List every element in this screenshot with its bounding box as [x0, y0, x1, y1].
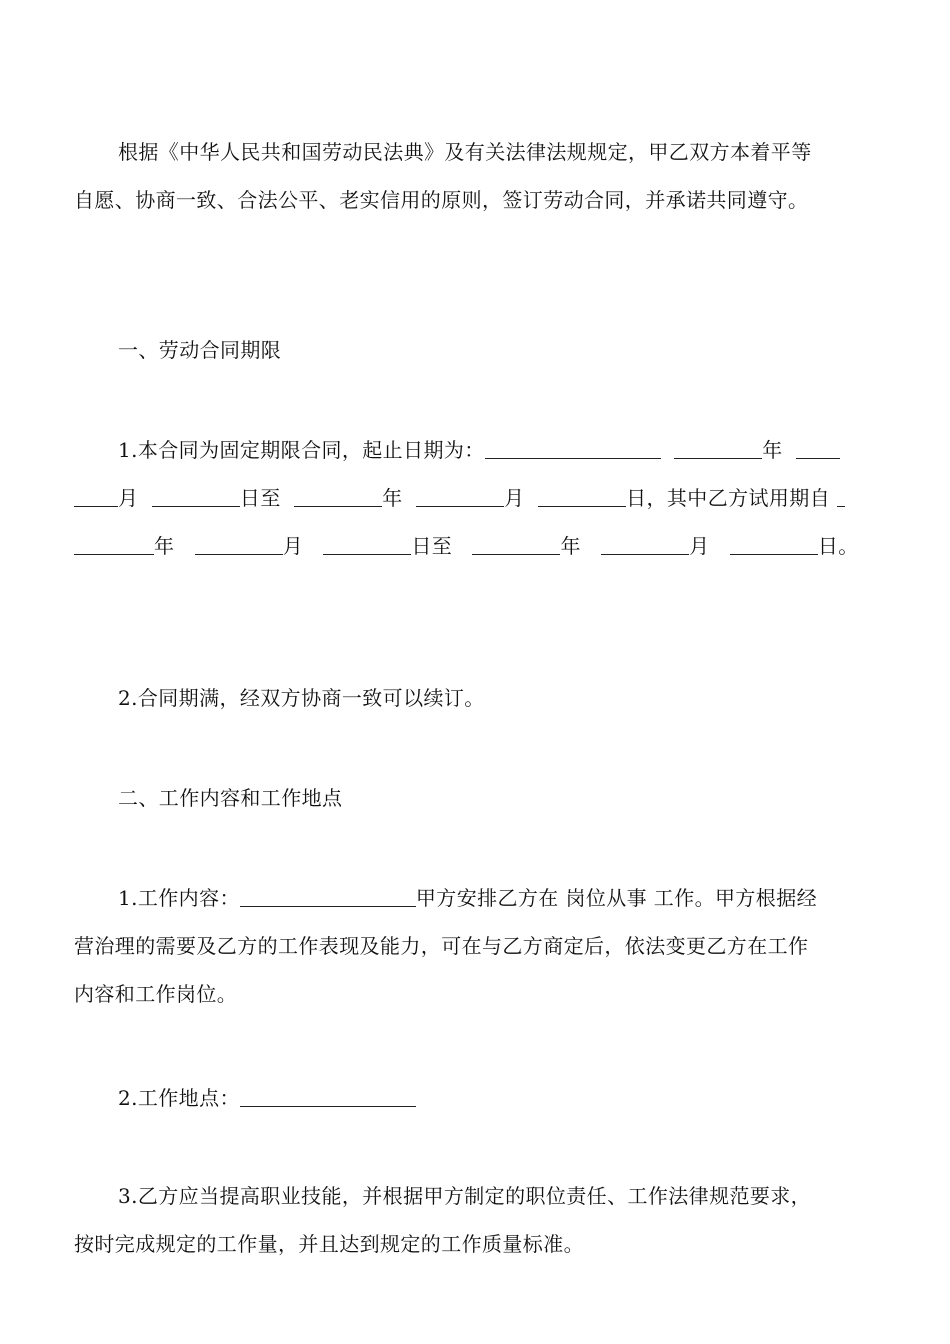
year-label: 年 — [154, 534, 175, 558]
year-label: 年 — [560, 534, 581, 558]
work-content-line-1 — [74, 874, 880, 922]
section-2-heading: 二、工作内容和工作地点 — [118, 786, 343, 810]
month-label: 月 — [504, 486, 525, 510]
work-content-prefix: 1.工作内容： — [118, 886, 240, 910]
probation-end-month-blank[interactable] — [601, 534, 689, 555]
item-3-line-2: 按时完成规定的工作量，并且达到规定的工作质量标准。 — [74, 1232, 584, 1256]
day-to-label: 日至 — [411, 534, 453, 558]
work-location-blank[interactable] — [240, 1086, 416, 1107]
section-1-item-2: 2.合同期满，经双方协商一致可以续订。 — [118, 686, 485, 710]
day-to-label: 日至 — [239, 486, 281, 510]
item-1-line-3 — [74, 522, 880, 570]
item-3-line-1: 3.乙方应当提高职业技能，并根据甲方制定的职位责任、工作法律规范要求， — [118, 1184, 812, 1208]
year-label: 年 — [382, 486, 403, 510]
probation-month-blank[interactable] — [195, 534, 283, 555]
item-1-prefix: 1.本合同为固定期限合同，起止日期为： — [118, 438, 485, 462]
work-content-rest: 甲方安排乙方在 岗位从事 工作。甲方根据经 — [415, 886, 818, 910]
end-day-blank[interactable] — [538, 486, 626, 507]
intro-line-1: 根据《中华人民共和国劳动民法典》及有关法律法规规定，甲乙双方本着平等 — [118, 140, 812, 164]
probation-year-blank[interactable] — [74, 534, 154, 555]
end-month-blank[interactable] — [416, 486, 504, 507]
section-2-item-3 — [74, 1172, 880, 1268]
work-location-prefix: 2.工作地点： — [118, 1086, 240, 1110]
start-month-blank-part[interactable] — [796, 438, 840, 459]
section-2-item-2 — [118, 1074, 416, 1122]
start-day-blank[interactable] — [152, 486, 240, 507]
day-comma-label: 日，其中乙方试用期自 — [626, 486, 831, 510]
probation-end-day-blank[interactable] — [730, 534, 818, 555]
probation-day-blank[interactable] — [323, 534, 411, 555]
item-1-line-1 — [74, 426, 880, 474]
start-year-blank[interactable] — [674, 438, 762, 459]
intro-line-2: 自愿、协商一致、合法公平、老实信用的原则，签订劳动合同，并承诺共同遵守。 — [74, 188, 809, 212]
year-label: 年 — [762, 438, 783, 462]
intro-paragraph — [74, 128, 880, 224]
item-1-line-2 — [74, 474, 880, 522]
work-content-blank[interactable] — [240, 886, 416, 907]
day-end-label: 日。 — [817, 534, 859, 558]
start-month-blank[interactable] — [74, 486, 118, 507]
section-2-item-1 — [74, 874, 880, 1018]
section-1-item-1 — [74, 426, 880, 570]
work-content-line-2: 营治理的需要及乙方的工作表现及能力，可在与乙方商定后，依法变更乙方在工作 — [74, 934, 809, 958]
work-content-line-3: 内容和工作岗位。 — [74, 982, 238, 1006]
section-1-heading: 一、劳动合同期限 — [118, 338, 282, 362]
start-date-blank[interactable] — [485, 438, 661, 459]
probation-end-year-blank[interactable] — [472, 534, 560, 555]
probation-start-blank-part[interactable] — [837, 486, 845, 507]
end-year-blank[interactable] — [294, 486, 382, 507]
month-label: 月 — [118, 486, 139, 510]
month-label: 月 — [689, 534, 710, 558]
month-label: 月 — [282, 534, 304, 558]
